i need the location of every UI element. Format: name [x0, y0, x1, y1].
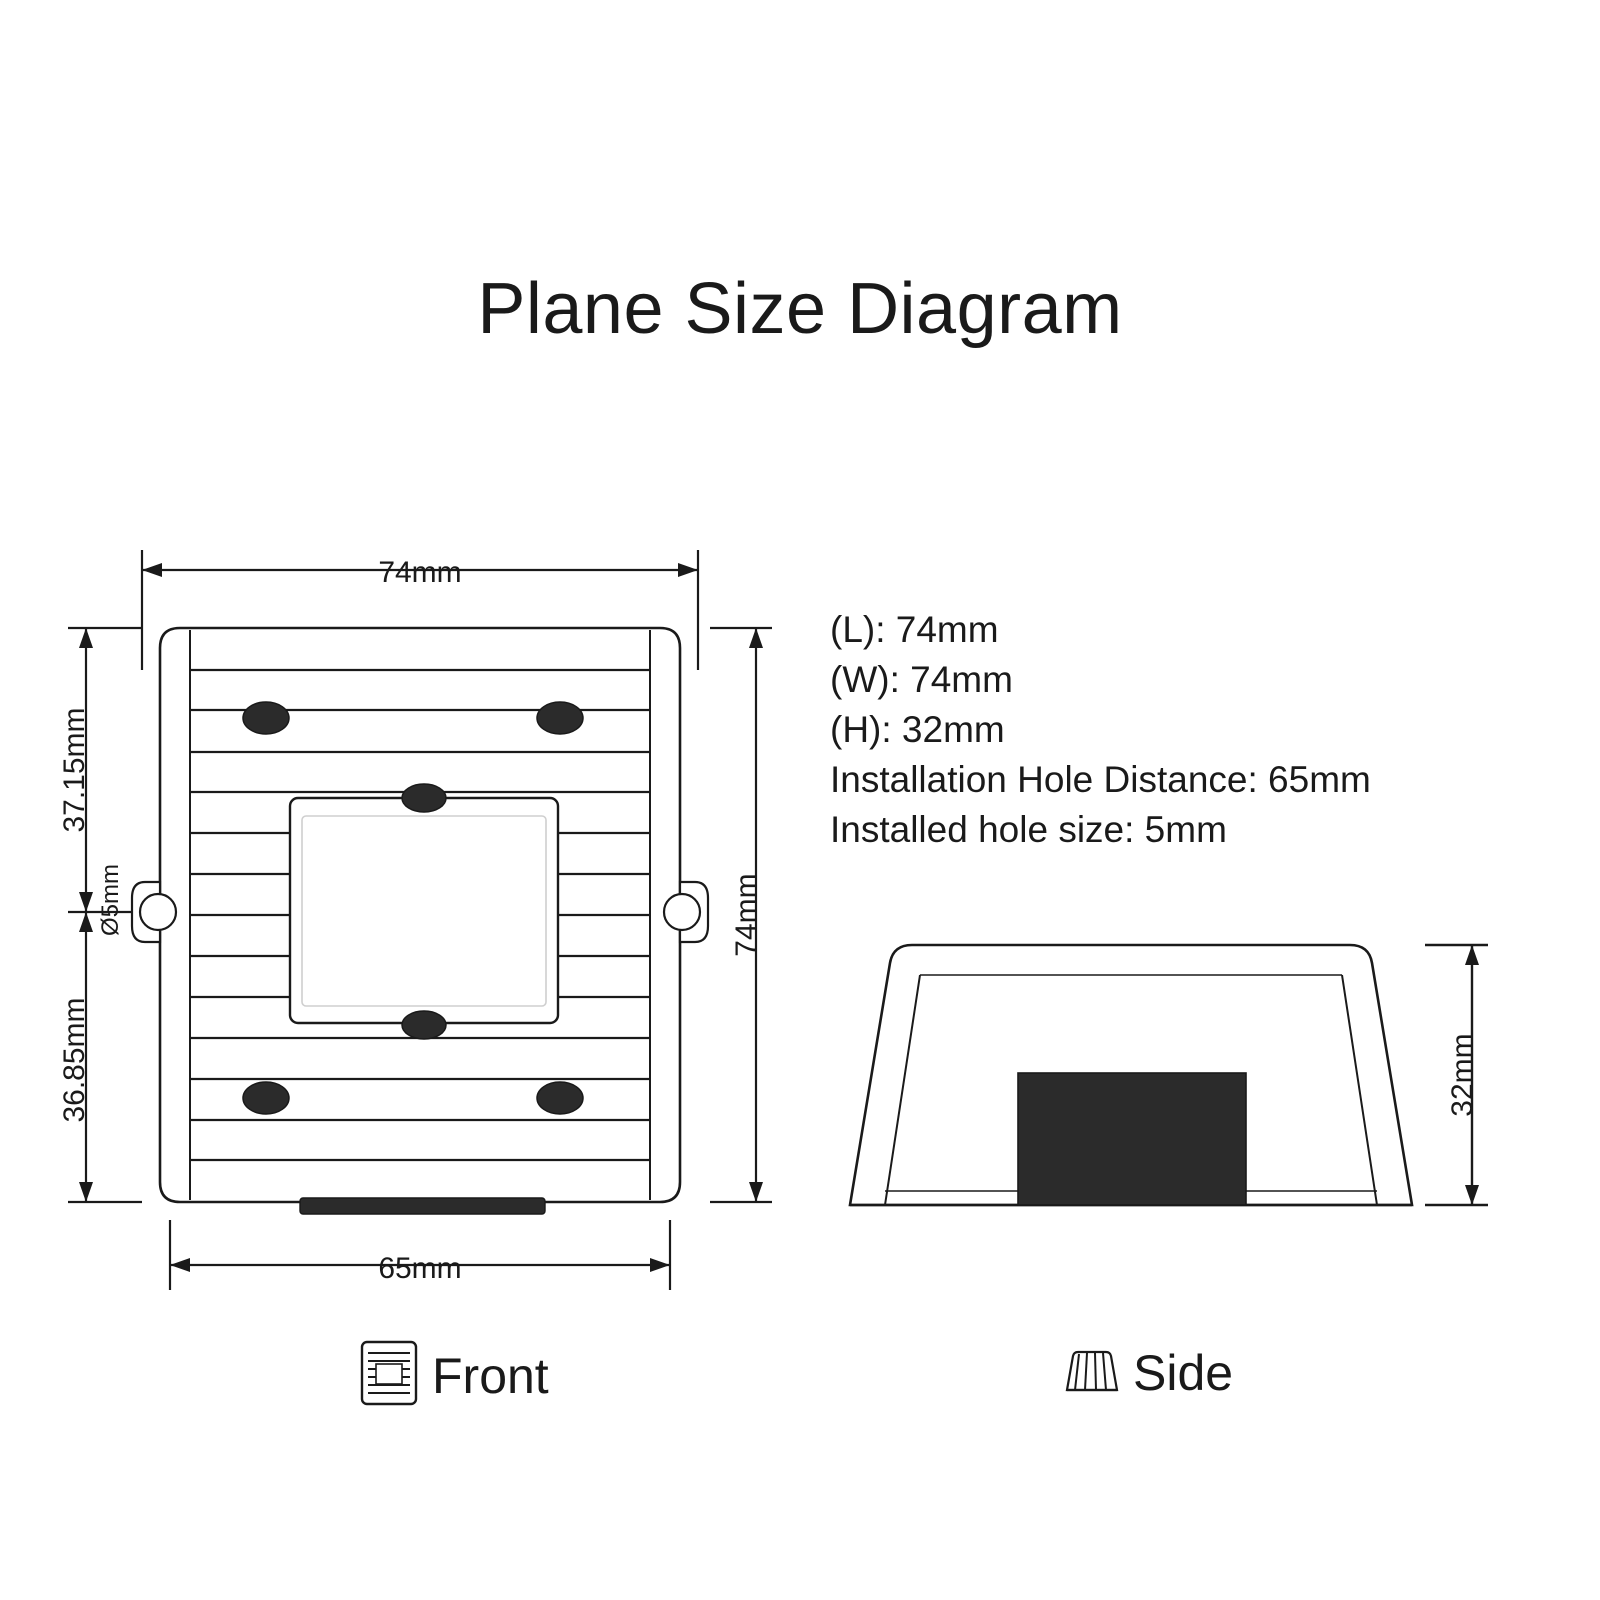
- legend: [0, 1330, 1600, 1450]
- spec-height: (H): 32mm: [830, 709, 1005, 750]
- front-thumbnail-icon: [360, 1340, 418, 1411]
- side-dim-right: 32mm: [1446, 1033, 1479, 1117]
- front-dim-left-upper: 37.15mm: [58, 707, 91, 833]
- spec-length: (L): 74mm: [830, 609, 999, 650]
- front-dim-hole: Ø5mm: [97, 864, 124, 936]
- front-dim-bottom: 65mm: [378, 1252, 462, 1285]
- legend-front-label: Front: [432, 1347, 549, 1404]
- front-dim-top: 74mm: [378, 556, 462, 589]
- legend-side: [1065, 1345, 1234, 1401]
- front-view-drawing: [50, 530, 810, 1320]
- legend-side-label: Side: [1133, 1345, 1234, 1401]
- front-dim-right: 74mm: [730, 873, 763, 957]
- front-dim-left-lower: 36.85mm: [58, 997, 91, 1123]
- specifications-list: [830, 605, 1590, 855]
- side-view-drawing: [840, 915, 1540, 1245]
- spec-width: (W): 74mm: [830, 659, 1013, 700]
- spec-hole-size: Installed hole size: 5mm: [830, 809, 1227, 850]
- legend-front: [360, 1340, 549, 1411]
- spec-hole-distance: Installation Hole Distance: 65mm: [830, 759, 1371, 800]
- side-thumbnail-icon: [1065, 1350, 1119, 1397]
- page-title: Plane Size Diagram: [477, 269, 1123, 349]
